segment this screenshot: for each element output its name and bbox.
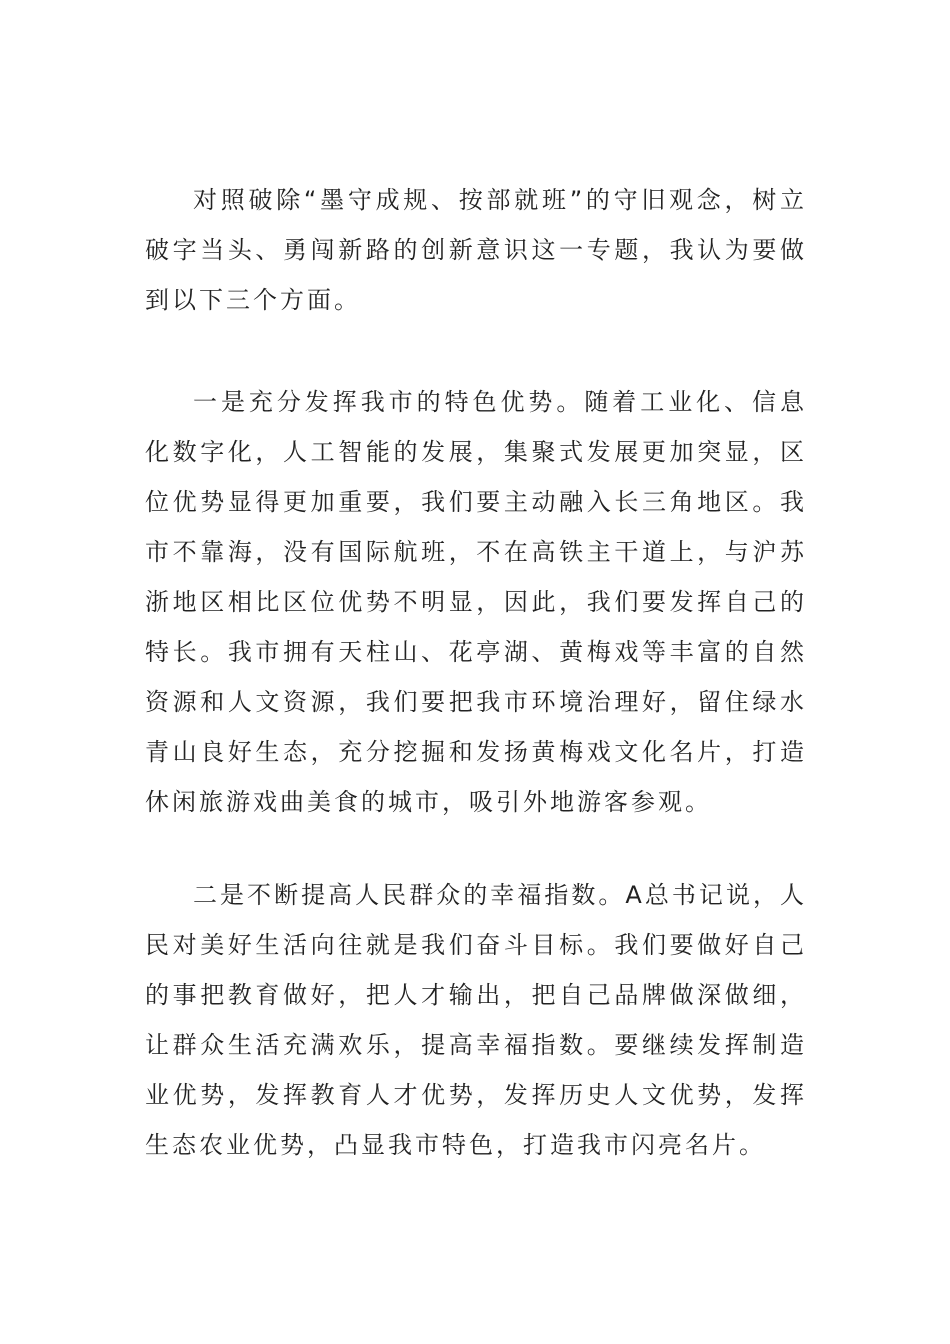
paragraph-point-one: 一是充分发挥我市的特色优势。随着工业化、信息化数字化，人工智能的发展，集聚式发展更加突显，区位优势显得更加重要，我们要主动融入长三角地区。我市不靠海，没有国际航班，不在高铁主干道上，与沪苏浙地区相比区位优势不明显，因此，我们要发挥自己的特长。我市拥有天柱山、花亭湖、黄梅戏等丰富的自然资源和人文资源，我们要把我市环境治理好，留住绿水青山良好生态，充分挖掘和发扬黄梅戏文化名片，打造休闲旅游戏曲美食的城市，吸引外地游客参观。	[145, 388, 807, 816]
paragraph-intro: 对照破除“墨守成规、按部就班”的守旧观念，树立破字当头、勇闯新路的创新意识这一专题，我认为要做到以下三个方面。	[145, 186, 807, 314]
paragraph-point-two: 二是不断提高人民群众的幸福指数。A总书记说，人民对美好生活向往就是我们奋斗目标。我们要做好自己的事把教育做好，把人才输出，把自己品牌做深做细，让群众生活充满欢乐，提高幸福指数。要继续发挥制造业优势，发挥教育人才优势，发挥历史人文优势，发挥生态农业优势，凸显我市特色，打造我市闪亮名片。	[145, 881, 807, 1159]
